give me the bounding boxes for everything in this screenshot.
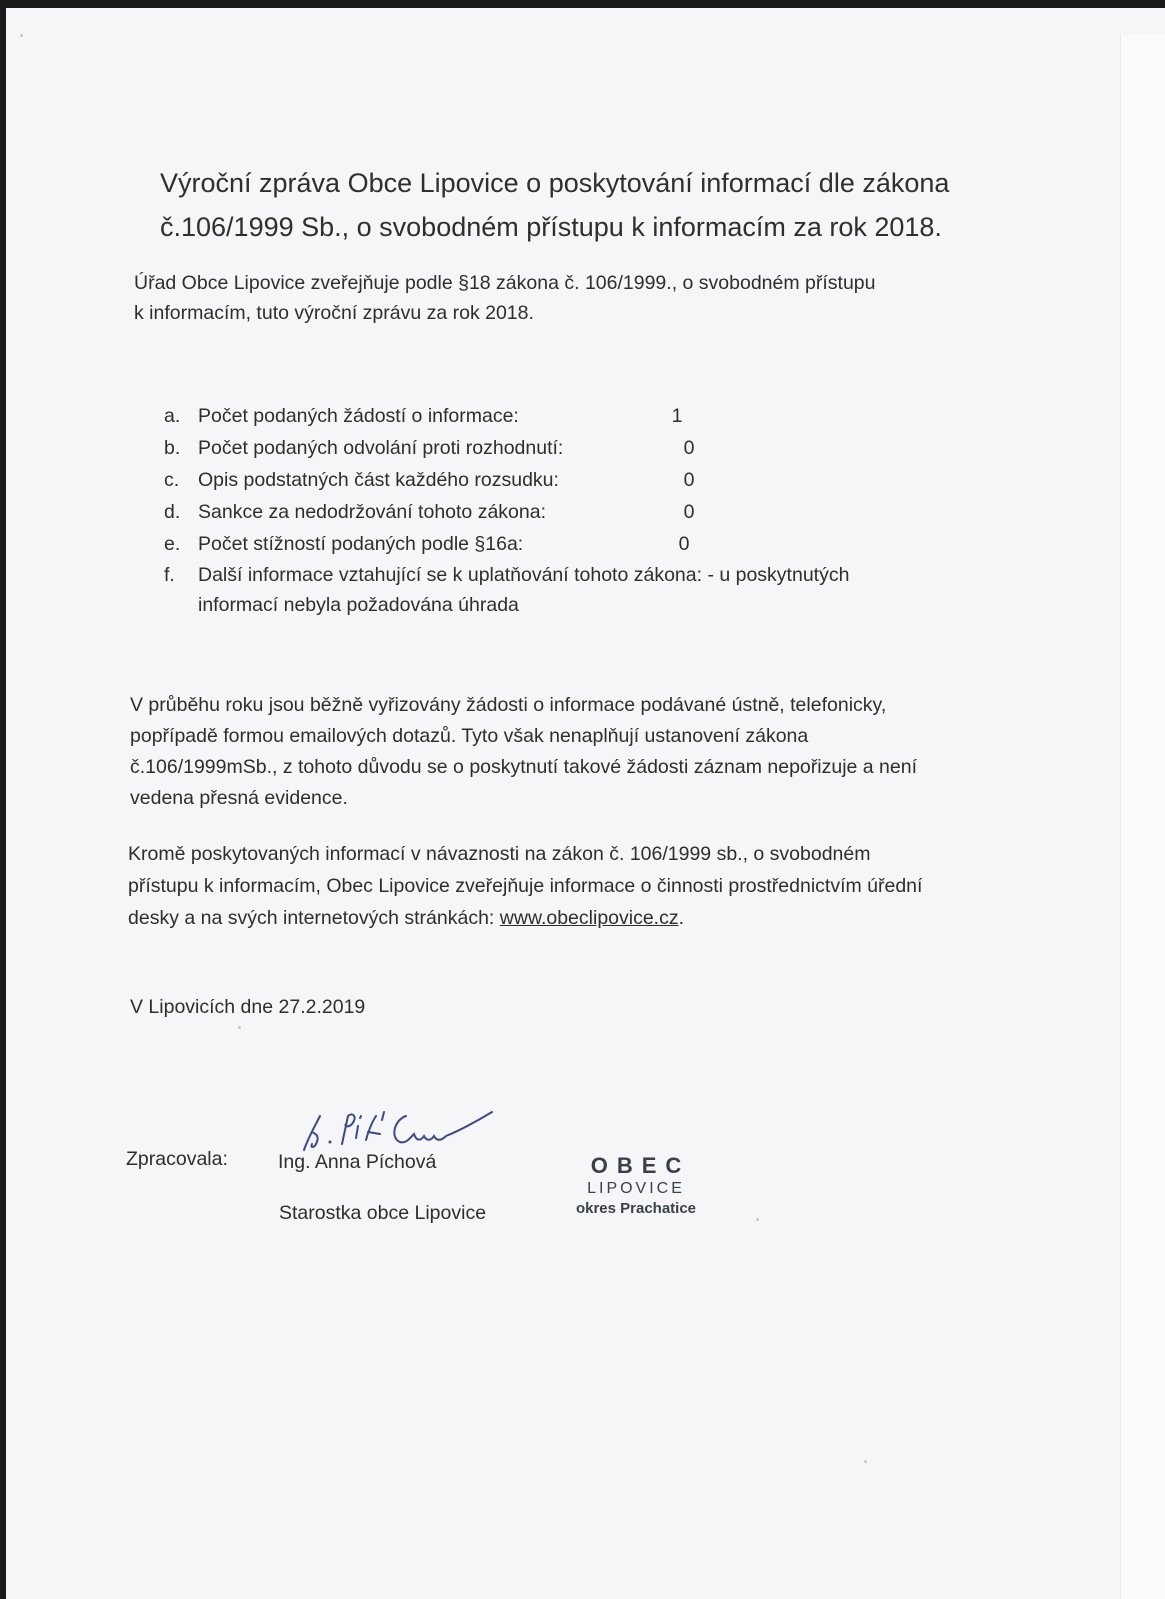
list-item bbox=[164, 528, 944, 560]
item-text-line: Další informace vztahující se k uplatňování tohoto zákona: - u poskytnutých bbox=[198, 564, 850, 586]
item-value: 0 bbox=[683, 501, 695, 523]
document-page bbox=[6, 8, 1165, 1599]
item-text: Počet podaných žádostí o informace: bbox=[198, 405, 519, 427]
item-text: Počet stížností podaných podle §16a: bbox=[198, 533, 524, 555]
item-value: 0 bbox=[683, 469, 695, 491]
website-link[interactable]: www.obeclipovice.cz bbox=[499, 907, 679, 929]
item-text: Sankce za nedodržování tohoto zákona: bbox=[198, 501, 546, 523]
scan-speck bbox=[238, 1026, 241, 1029]
stamp-line: OBEC bbox=[590, 1153, 691, 1178]
paragraph-line: přístupu k informacím, Obec Lipovice zveřejňuje informace o činnosti prostřednictvím úřední bbox=[128, 875, 923, 897]
paragraph-oral-requests bbox=[130, 690, 917, 814]
title-line: Výroční zpráva Obce Lipovice o poskytování informací dle zákona bbox=[160, 168, 950, 198]
item-value: 0 bbox=[683, 437, 695, 459]
item-value: 1 bbox=[671, 405, 683, 427]
paragraph-text: desky a na svých internetových stránkách: bbox=[128, 907, 500, 929]
paragraph-line: Kromě poskytovaných informací v návaznosti na zákon č. 106/1999 sb., o svobodném bbox=[128, 843, 871, 865]
item-letter: a. bbox=[164, 405, 181, 427]
list-item bbox=[164, 496, 944, 528]
scan-speck bbox=[864, 1460, 867, 1463]
item-letter: f. bbox=[164, 564, 175, 586]
item-letter: c. bbox=[164, 469, 180, 491]
list-item bbox=[164, 560, 944, 620]
date-line: V Lipovicích dne 27.2.2019 bbox=[130, 996, 366, 1018]
municipal-stamp bbox=[566, 1153, 706, 1219]
list-item bbox=[164, 400, 944, 432]
item-value: 0 bbox=[678, 533, 690, 555]
item-text-line: informací nebyla požadována úhrada bbox=[198, 594, 519, 616]
report-items-list bbox=[164, 400, 944, 620]
intro-line: k informacím, tuto výroční zprávu za rok 2018. bbox=[134, 302, 534, 324]
item-letter: b. bbox=[164, 437, 181, 459]
scan-edge bbox=[1120, 34, 1165, 1599]
stamp-line: LIPOVICE bbox=[587, 1180, 685, 1197]
processed-by-label: Zpracovala: bbox=[126, 1148, 228, 1170]
paragraph-text: . bbox=[678, 907, 685, 929]
item-letter: e. bbox=[164, 533, 181, 555]
item-text bbox=[198, 560, 849, 620]
list-item bbox=[164, 432, 944, 464]
item-text: Počet podaných odvolání proti rozhodnutí: bbox=[198, 437, 564, 459]
paragraph-line: popřípadě formou emailových dotazů. Tyto však nenaplňují ustanovení zákona bbox=[130, 725, 809, 747]
paragraph-publication bbox=[128, 838, 922, 934]
signatory-name: Ing. Anna Píchová bbox=[278, 1151, 437, 1173]
paragraph-line bbox=[128, 902, 922, 934]
paragraph-line: V průběhu roku jsou běžně vyřizovány žádosti o informace podávané ústně, telefonicky, bbox=[130, 694, 887, 716]
list-item bbox=[164, 464, 944, 496]
signatory-role: Starostka obce Lipovice bbox=[279, 1202, 487, 1224]
signature-image bbox=[286, 1098, 506, 1158]
item-text: Opis podstatných část každého rozsudku: bbox=[198, 469, 559, 491]
paragraph-line: č.106/1999mSb., z tohoto důvodu se o poskytnutí takové žádosti záznam nepořizuje a není bbox=[130, 756, 917, 778]
paragraph-line: vedena přesná evidence. bbox=[130, 787, 348, 809]
item-letter: d. bbox=[164, 501, 181, 523]
intro-paragraph bbox=[134, 268, 875, 328]
intro-line: Úřad Obce Lipovice zveřejňuje podle §18 zákona č. 106/1999., o svobodném přístupu bbox=[134, 272, 876, 294]
scan-speck bbox=[756, 1218, 759, 1221]
scan-speck bbox=[20, 34, 23, 37]
title-line: č.106/1999 Sb., o svobodném přístupu k informacím za rok 2018. bbox=[160, 212, 942, 242]
document-title bbox=[160, 161, 1000, 249]
stamp-line: okres Prachatice bbox=[575, 1200, 697, 1217]
